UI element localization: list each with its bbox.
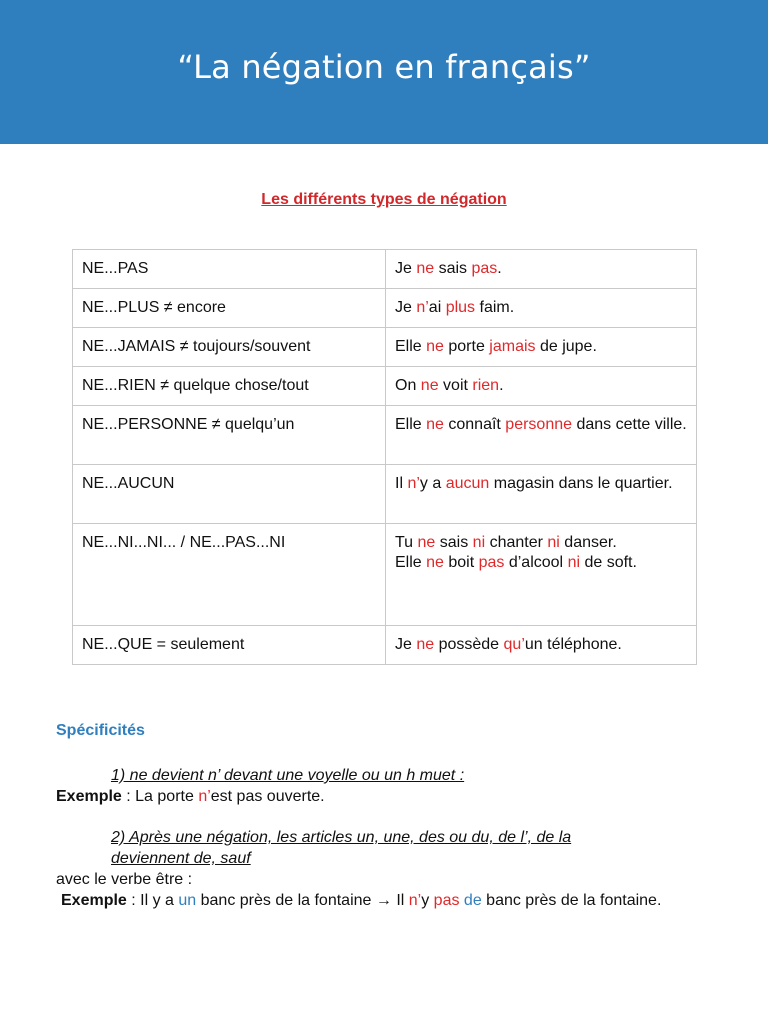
negation-form-cell: NE...PAS xyxy=(73,250,386,289)
example-highlight: n’ xyxy=(198,788,211,805)
negation-word: ne xyxy=(417,534,436,551)
sentence-text: On xyxy=(395,377,421,394)
example-article: de xyxy=(463,892,482,909)
negation-form-cell: NE...AUCUN xyxy=(73,465,386,524)
header-banner xyxy=(0,0,768,144)
example-text: : Il y a xyxy=(126,892,179,909)
example-sentence-cell xyxy=(386,465,697,524)
rule-2-line-2: deviennent de, sauf xyxy=(111,850,251,867)
sentence-text: ai xyxy=(428,299,446,316)
negation-word: plus xyxy=(445,299,476,316)
table-row xyxy=(73,328,697,367)
sentence-text: d’alcool xyxy=(504,554,568,571)
sentence-text: y a xyxy=(419,475,446,492)
negation-word: jamais xyxy=(489,338,536,355)
negation-word: pas xyxy=(471,260,498,277)
negation-word: n’ xyxy=(416,299,429,316)
sentence-text: Elle xyxy=(395,554,427,571)
specificites-title: Spécificités xyxy=(56,722,145,739)
example-sentence-cell xyxy=(386,328,697,367)
negation-word: ni xyxy=(472,534,486,551)
sentence-text: magasin dans le quartier. xyxy=(489,475,673,492)
rule-2-line-1: 2) Après une négation, les articles un, une, des ou du, de l’, de la xyxy=(111,829,572,846)
sentence-text: Je xyxy=(395,636,417,653)
sentence-text: de jupe. xyxy=(535,338,597,355)
table-row xyxy=(73,406,697,465)
table-row xyxy=(73,250,697,289)
negation-form-cell: NE...RIEN ≠ quelque chose/tout xyxy=(73,367,386,406)
sentence-text: voit xyxy=(438,377,473,394)
example-label: Exemple xyxy=(56,788,122,805)
negation-word: ni xyxy=(547,534,560,551)
section-title: Les différents types de négation xyxy=(261,191,507,208)
sentence-text: Je xyxy=(395,260,417,277)
sentence-text: sais xyxy=(434,260,472,277)
example-2 xyxy=(61,890,661,911)
sentence-text: danser. xyxy=(559,534,617,551)
table-row xyxy=(73,465,697,524)
table-row xyxy=(73,367,697,406)
example-article: un xyxy=(178,892,197,909)
negation-word: ne xyxy=(416,636,435,653)
negation-word: qu’ xyxy=(503,636,525,653)
rule-2-line-3: avec le verbe être : xyxy=(56,871,193,888)
example-1 xyxy=(56,786,325,807)
example-text: est pas ouverte. xyxy=(210,788,325,805)
negation-word: personne xyxy=(505,416,573,433)
table-row xyxy=(73,524,697,626)
sentence-text: de soft. xyxy=(580,554,637,571)
sentence-text: un téléphone. xyxy=(524,636,622,653)
sentence-text: faim. xyxy=(475,299,515,316)
sentence-text: chanter xyxy=(485,534,548,551)
example-sentence-cell xyxy=(386,524,697,626)
example-sentence-cell xyxy=(386,367,697,406)
negation-word: aucun xyxy=(445,475,490,492)
rule-1: 1) ne devient n’ devant une voyelle ou un h muet : xyxy=(111,767,465,784)
negation-word: ne xyxy=(416,260,435,277)
example-label: Exemple xyxy=(61,892,127,909)
sentence-text: connaît xyxy=(443,416,506,433)
sentence-text: Elle xyxy=(395,338,427,355)
sentence-text: Tu xyxy=(395,534,418,551)
example-sentence-cell xyxy=(386,626,697,665)
negation-word: ne xyxy=(426,554,444,571)
negation-form-cell: NE...QUE = seulement xyxy=(73,626,386,665)
sentence-text: boit xyxy=(443,554,479,571)
sentence-text: . xyxy=(497,260,502,277)
sentence-text: porte xyxy=(443,338,490,355)
sentence-text: Il xyxy=(395,475,408,492)
table-row xyxy=(73,626,697,665)
sentence-text: Je xyxy=(395,299,417,316)
negation-form-cell: NE...PLUS ≠ encore xyxy=(73,289,386,328)
example-text: : La porte xyxy=(121,788,199,805)
example-text: y xyxy=(421,892,434,909)
negation-form-cell: NE...NI...NI... / NE...PAS...NI xyxy=(73,524,386,626)
negation-word: pas xyxy=(478,554,505,571)
negation-word: ni xyxy=(567,554,581,571)
example-text: banc près de la fontaine. xyxy=(481,892,662,909)
table-row xyxy=(73,289,697,328)
example-sentence-cell xyxy=(386,250,697,289)
example-highlight: n’ xyxy=(408,892,422,909)
negation-word: ne xyxy=(426,416,444,433)
sentence-text: dans cette ville. xyxy=(572,416,687,433)
negation-word: ne xyxy=(426,338,444,355)
negation-table xyxy=(72,249,697,665)
sentence-text: . xyxy=(499,377,504,394)
negation-form-cell: NE...JAMAIS ≠ toujours/souvent xyxy=(73,328,386,367)
example-highlight: pas xyxy=(433,892,460,909)
negation-word: ne xyxy=(420,377,439,394)
example-sentence-cell xyxy=(386,406,697,465)
negation-form-cell: NE...PERSONNE ≠ quelqu’un xyxy=(73,406,386,465)
page-title: “La négation en français” xyxy=(177,48,591,86)
sentence-text: sais xyxy=(435,534,473,551)
sentence-text: possède xyxy=(434,636,504,653)
negation-word: n’ xyxy=(407,475,420,492)
example-text: banc près de la fontaine → Il xyxy=(196,892,409,909)
negation-word: rien xyxy=(472,377,500,394)
sentence-text: Elle xyxy=(395,416,427,433)
example-sentence-cell xyxy=(386,289,697,328)
